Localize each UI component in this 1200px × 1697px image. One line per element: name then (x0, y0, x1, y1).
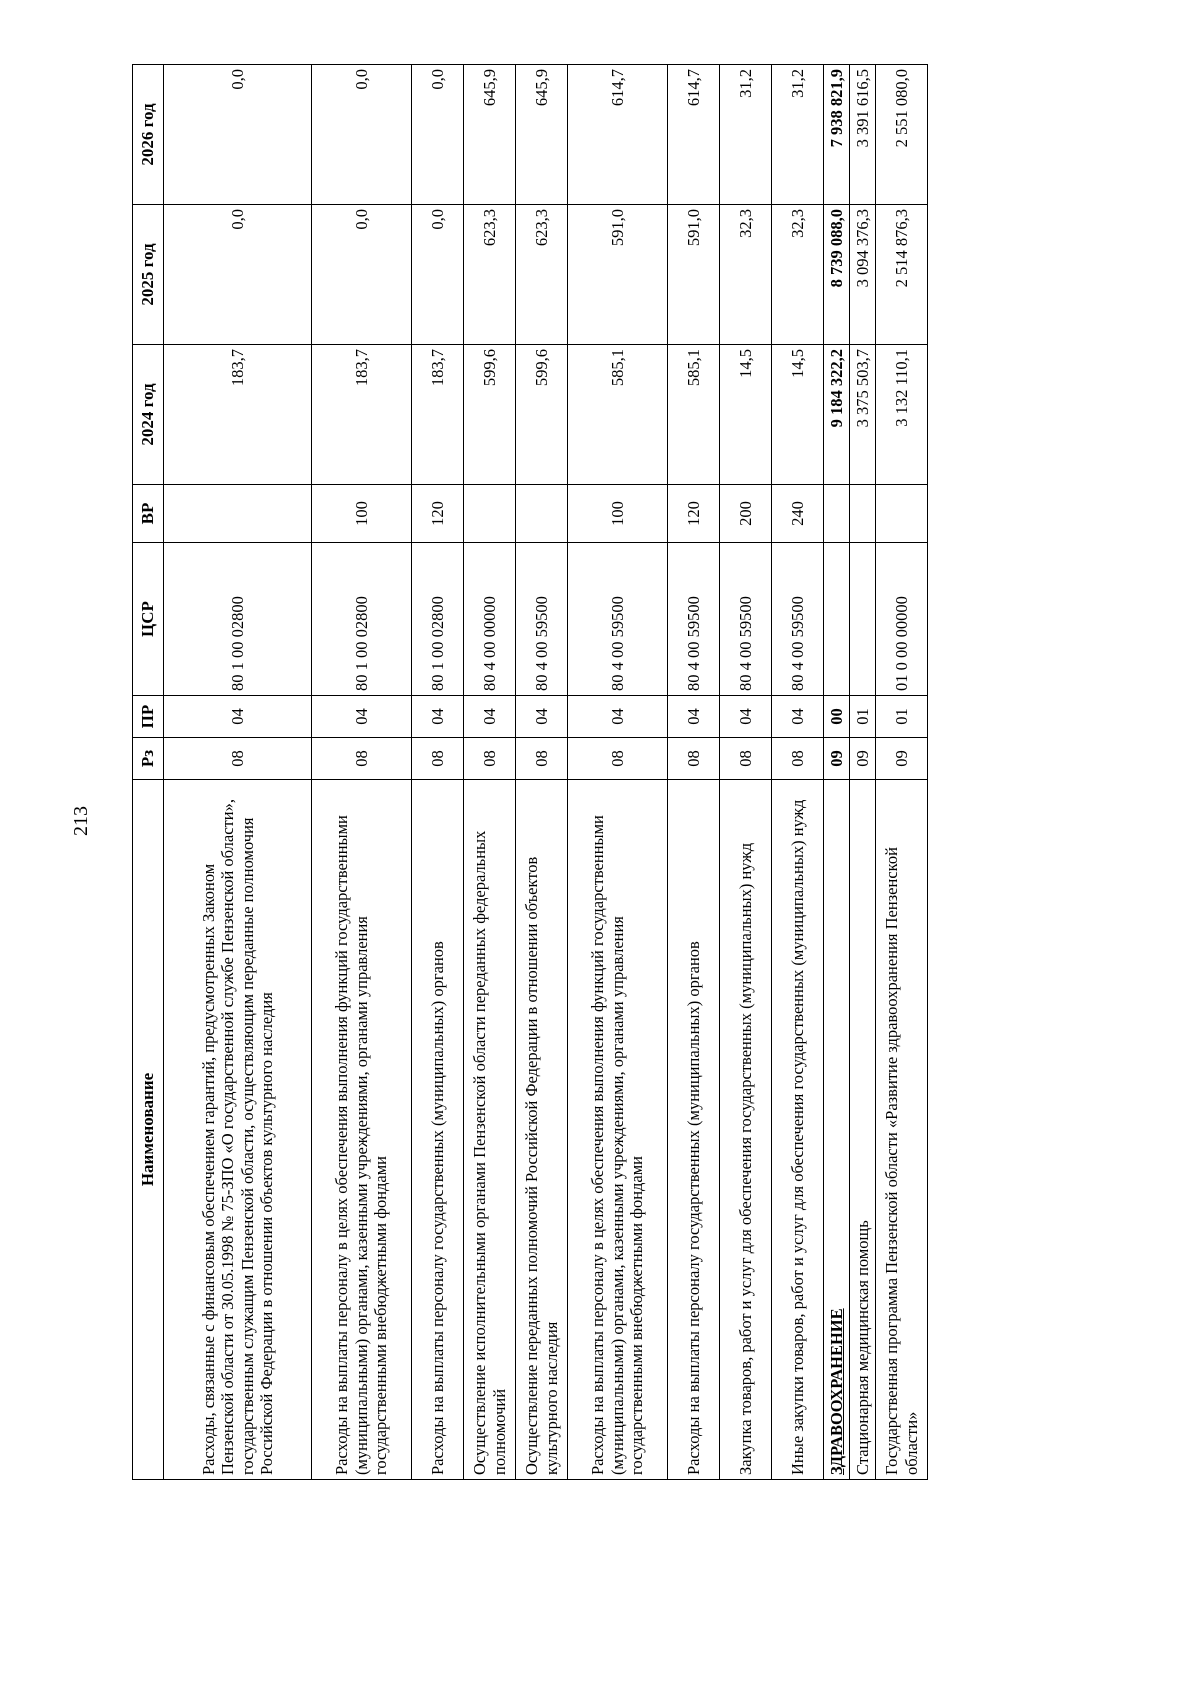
row-pr: 04 (568, 696, 668, 738)
table-row (464, 65, 516, 1480)
table-row (850, 65, 876, 1480)
header-2026: 2026 год (133, 65, 164, 205)
row-vr: 120 (412, 485, 464, 543)
row-name: Осуществление переданных полномочий Российской Федерации в отношении объектов культурного наследия (516, 780, 568, 1480)
row-vr: 200 (720, 485, 772, 543)
row-name: Расходы на выплаты персоналу государственных (муниципальных) органов (668, 780, 720, 1480)
row-vr: 120 (668, 485, 720, 543)
header-csr: ЦСР (133, 543, 164, 696)
row-rz: 08 (568, 738, 668, 780)
row-2024: 9 184 322,2 (824, 345, 850, 485)
row-2025: 0,0 (312, 205, 412, 345)
row-2026: 31,2 (772, 65, 824, 205)
row-2024: 585,1 (568, 345, 668, 485)
row-2025: 8 739 088,0 (824, 205, 850, 345)
row-2024: 183,7 (312, 345, 412, 485)
row-2024: 599,6 (516, 345, 568, 485)
header-rz: Рз (133, 738, 164, 780)
row-name: Иные закупки товаров, работ и услуг для обеспечения государственных (муниципальных) нужд (772, 780, 824, 1480)
row-csr: 80 4 00 59500 (772, 543, 824, 696)
header-2024: 2024 год (133, 345, 164, 485)
row-pr: 04 (720, 696, 772, 738)
row-name: ЗДРАВООХРАНЕНИЕ (824, 780, 850, 1480)
rotated-table-container (132, 65, 947, 1480)
table-row-section-total (824, 65, 850, 1480)
row-rz: 09 (876, 738, 928, 780)
row-2024: 3 132 110,1 (876, 345, 928, 485)
row-csr: 80 1 00 02800 (164, 543, 312, 696)
row-vr: 100 (568, 485, 668, 543)
page-number: 213 (70, 806, 92, 836)
row-2025: 623,3 (516, 205, 568, 345)
row-rz: 08 (720, 738, 772, 780)
row-pr: 01 (876, 696, 928, 738)
header-2025: 2025 год (133, 205, 164, 345)
row-rz: 08 (312, 738, 412, 780)
row-name: Закупка товаров, работ и услуг для обеспечения государственных (муниципальных) нужд (720, 780, 772, 1480)
row-2026: 7 938 821,9 (824, 65, 850, 205)
table-row (772, 65, 824, 1480)
row-2024: 599,6 (464, 345, 516, 485)
row-name: Стационарная медицинская помощь (850, 780, 876, 1480)
row-vr: 240 (772, 485, 824, 543)
row-2025: 0,0 (412, 205, 464, 345)
row-2026: 31,2 (720, 65, 772, 205)
row-name: Расходы на выплаты персоналу в целях обеспечения выполнения функций государственными (муниципальными) органами, казенными учреждениями, органами управления государственными внебюджетными фондами (568, 780, 668, 1480)
row-rz: 08 (412, 738, 464, 780)
row-name: Расходы, связанные с финансовым обеспечением гарантий, предусмотренных Законом Пензенской области от 30.05.1998 № 75-ЗПО «О государственной службе Пензенской области», государственным служащим Пензенской области, осуществляющим переданные полномочия Российской Федерации в отношении объектов культурного наследия (164, 780, 312, 1480)
row-pr: 04 (772, 696, 824, 738)
row-rz: 08 (668, 738, 720, 780)
row-rz: 08 (164, 738, 312, 780)
row-2026: 3 391 616,5 (850, 65, 876, 205)
row-vr: 100 (312, 485, 412, 543)
row-csr: 80 4 00 59500 (568, 543, 668, 696)
row-vr (850, 485, 876, 543)
row-pr: 01 (850, 696, 876, 738)
table-row (312, 65, 412, 1480)
row-csr: 80 4 00 59500 (668, 543, 720, 696)
header-row (133, 65, 164, 1480)
row-name: Расходы на выплаты персоналу в целях обеспечения выполнения функций государственными (муниципальными) органами, казенными учреждениями, органами управления государственными внебюджетными фондами (312, 780, 412, 1480)
row-name: Осуществление исполнительными органами Пензенской области переданных федеральных полномочий (464, 780, 516, 1480)
row-vr (164, 485, 312, 543)
row-name: Расходы на выплаты персоналу государственных (муниципальных) органов (412, 780, 464, 1480)
row-2024: 183,7 (412, 345, 464, 485)
row-vr (464, 485, 516, 543)
row-2026: 645,9 (516, 65, 568, 205)
budget-table (132, 64, 928, 1480)
table-row (720, 65, 772, 1480)
row-2025: 3 094 376,3 (850, 205, 876, 345)
row-2025: 0,0 (164, 205, 312, 345)
row-2026: 0,0 (312, 65, 412, 205)
row-2026: 0,0 (412, 65, 464, 205)
row-2024: 3 375 503,7 (850, 345, 876, 485)
row-vr (824, 485, 850, 543)
row-2024: 14,5 (772, 345, 824, 485)
row-2026: 645,9 (464, 65, 516, 205)
row-name: Государственная программа Пензенской области «Развитие здравоохранения Пензенской области» (876, 780, 928, 1480)
row-vr (516, 485, 568, 543)
row-csr: 80 1 00 02800 (312, 543, 412, 696)
row-2025: 623,3 (464, 205, 516, 345)
row-rz: 09 (824, 738, 850, 780)
row-2026: 0,0 (164, 65, 312, 205)
row-pr: 04 (464, 696, 516, 738)
table-row (568, 65, 668, 1480)
row-2024: 183,7 (164, 345, 312, 485)
row-2025: 591,0 (568, 205, 668, 345)
row-vr (876, 485, 928, 543)
row-rz: 08 (772, 738, 824, 780)
row-pr: 00 (824, 696, 850, 738)
row-2024: 14,5 (720, 345, 772, 485)
table-row (876, 65, 928, 1480)
header-pr: ПР (133, 696, 164, 738)
row-2025: 591,0 (668, 205, 720, 345)
row-csr: 80 1 00 02800 (412, 543, 464, 696)
row-pr: 04 (164, 696, 312, 738)
row-csr (850, 543, 876, 696)
row-rz: 08 (516, 738, 568, 780)
row-csr: 80 4 00 59500 (720, 543, 772, 696)
row-pr: 04 (668, 696, 720, 738)
row-rz: 08 (464, 738, 516, 780)
row-pr: 04 (516, 696, 568, 738)
row-2026: 614,7 (568, 65, 668, 205)
row-2026: 2 551 080,0 (876, 65, 928, 205)
row-pr: 04 (412, 696, 464, 738)
table-row (412, 65, 464, 1480)
row-csr: 01 0 00 00000 (876, 543, 928, 696)
table-row (668, 65, 720, 1480)
header-vr: ВР (133, 485, 164, 543)
row-csr: 80 4 00 00000 (464, 543, 516, 696)
row-csr (824, 543, 850, 696)
row-csr: 80 4 00 59500 (516, 543, 568, 696)
header-name: Наименование (133, 780, 164, 1480)
row-2025: 32,3 (720, 205, 772, 345)
row-2024: 585,1 (668, 345, 720, 485)
table-row (164, 65, 312, 1480)
table-row (516, 65, 568, 1480)
row-2025: 2 514 876,3 (876, 205, 928, 345)
row-2025: 32,3 (772, 205, 824, 345)
row-2026: 614,7 (668, 65, 720, 205)
row-pr: 04 (312, 696, 412, 738)
row-rz: 09 (850, 738, 876, 780)
